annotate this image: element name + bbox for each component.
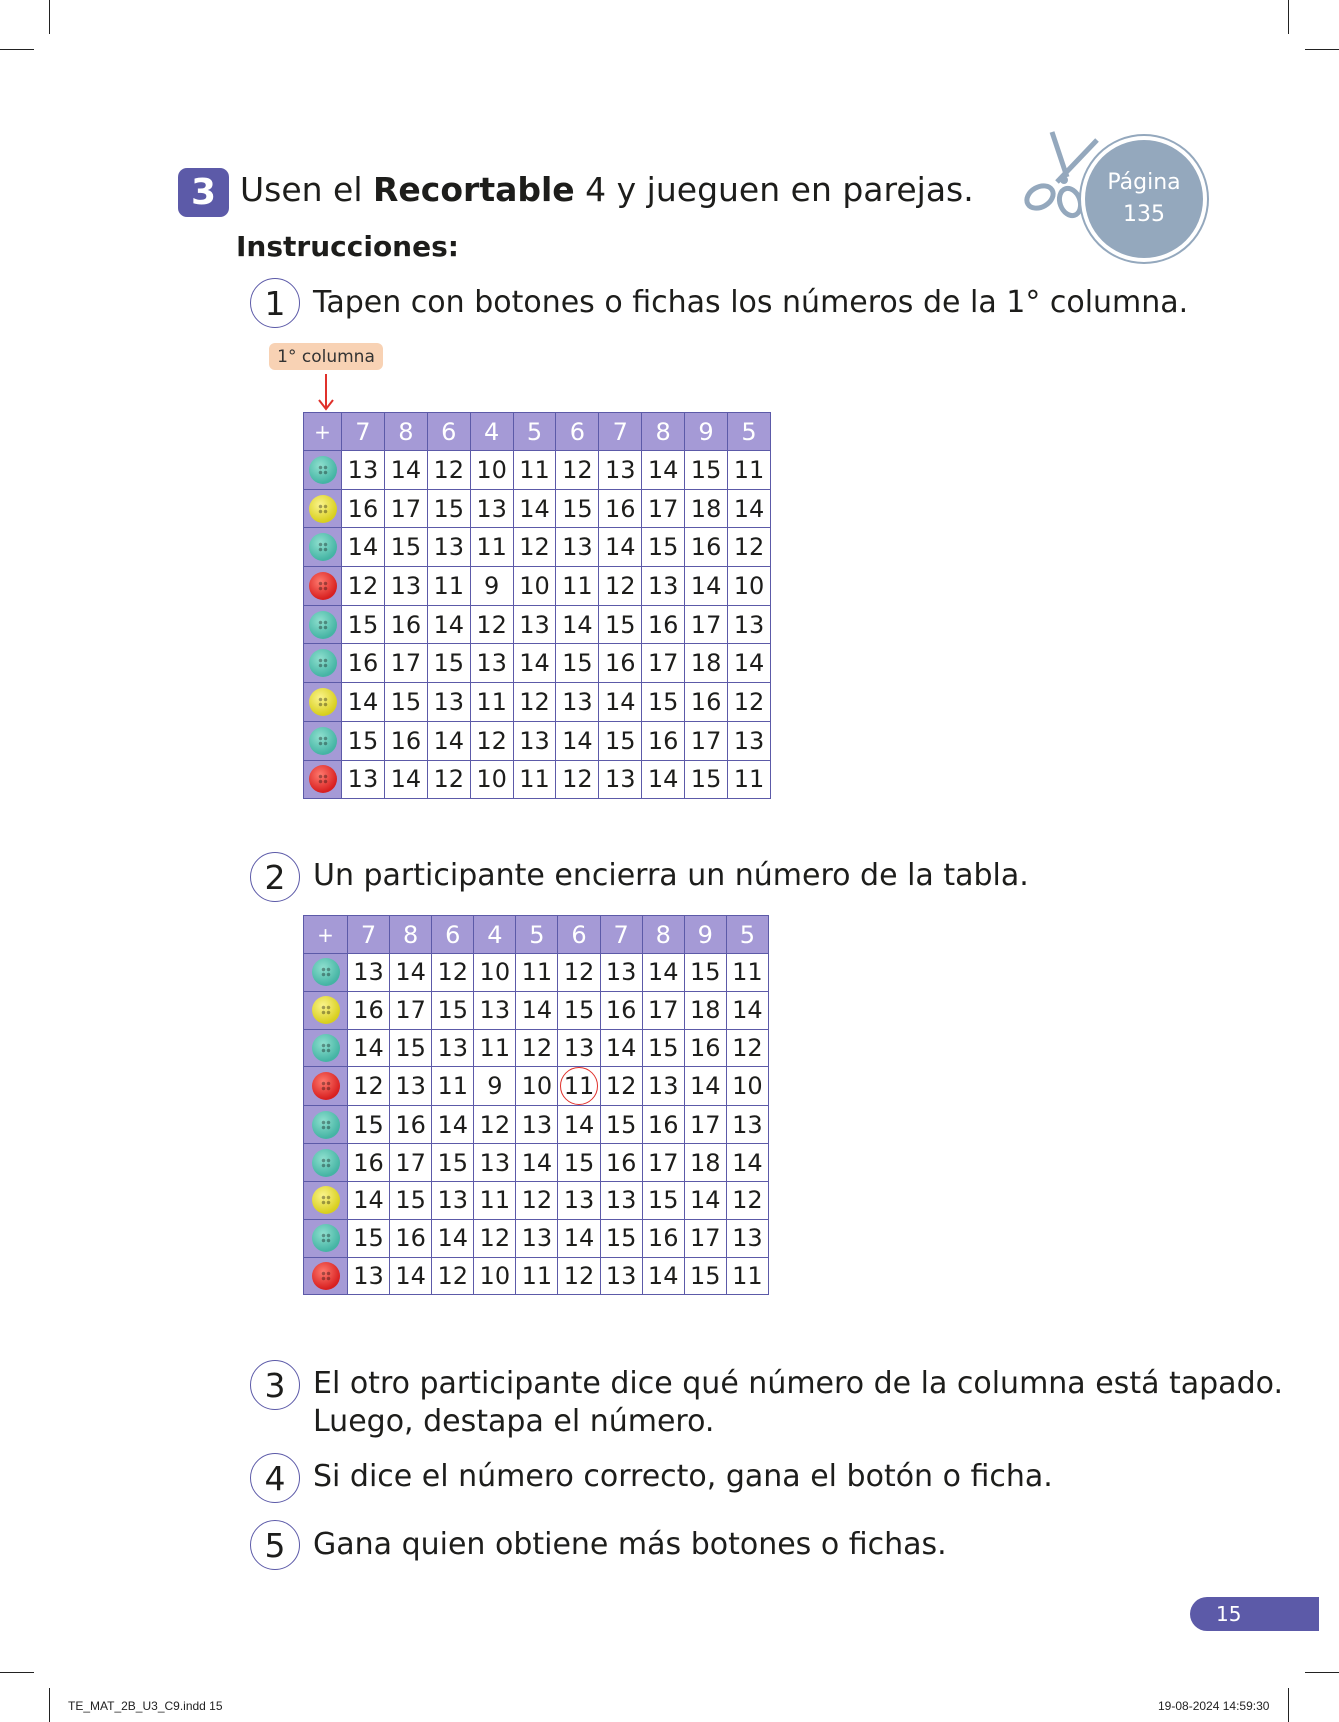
table-row xyxy=(304,528,771,567)
table-cell: 13 xyxy=(432,1029,474,1067)
crop-mark xyxy=(1288,0,1289,34)
table-cell: 9 xyxy=(474,1067,516,1106)
table-cell: 15 xyxy=(427,644,470,683)
table-cell: 15 xyxy=(599,605,642,644)
button-cell xyxy=(304,991,348,1029)
yellow-button-icon xyxy=(309,495,337,523)
table-cell: 12 xyxy=(474,1219,516,1257)
table-cell: 10 xyxy=(470,760,513,799)
header-cell: 7 xyxy=(348,916,390,954)
button-cell xyxy=(304,721,342,760)
table-cell: 14 xyxy=(384,760,427,799)
table-cell: 11 xyxy=(728,451,771,490)
crop-mark xyxy=(49,1688,50,1722)
table-cell: 12 xyxy=(556,760,599,799)
header-cell: 9 xyxy=(684,916,726,954)
table-cell: 15 xyxy=(642,1181,684,1219)
table-cell: 12 xyxy=(600,1067,642,1106)
header-cell: 7 xyxy=(599,413,642,451)
table-cell: 18 xyxy=(684,991,726,1029)
table-cell: 15 xyxy=(600,1106,642,1144)
table-cell: 15 xyxy=(556,644,599,683)
button-cell xyxy=(304,528,342,567)
table-cell: 13 xyxy=(558,1029,600,1067)
table-cell: 16 xyxy=(685,528,728,567)
header-cell: 5 xyxy=(516,916,558,954)
table-row xyxy=(304,1106,769,1144)
table-cell: 13 xyxy=(427,528,470,567)
table-cell: 16 xyxy=(600,1144,642,1182)
table-row xyxy=(304,1067,769,1106)
table-cell: 13 xyxy=(556,683,599,722)
table-cell: 15 xyxy=(342,605,385,644)
table-cell: 14 xyxy=(516,991,558,1029)
table-cell: 16 xyxy=(684,1029,726,1067)
table-cell: 14 xyxy=(726,1144,768,1182)
table-cell: 14 xyxy=(685,567,728,606)
table-cell: 15 xyxy=(642,1029,684,1067)
header-cell: 5 xyxy=(728,413,771,451)
table-cell: 11 xyxy=(726,1257,768,1295)
table-cell: 15 xyxy=(558,991,600,1029)
table-cell: 14 xyxy=(432,1219,474,1257)
table-cell: 14 xyxy=(556,605,599,644)
header-cell: 6 xyxy=(427,413,470,451)
table-cell: 13 xyxy=(558,1181,600,1219)
circled-number: 11 xyxy=(560,1067,598,1105)
table-cell: 14 xyxy=(600,1029,642,1067)
table-cell: 10 xyxy=(474,1257,516,1295)
table-cell: 15 xyxy=(384,528,427,567)
table-cell: 15 xyxy=(390,1181,432,1219)
table-cell: 14 xyxy=(599,683,642,722)
table-cell: 13 xyxy=(470,644,513,683)
table-cell: 13 xyxy=(642,1067,684,1106)
table-cell: 16 xyxy=(642,1219,684,1257)
table-row xyxy=(304,451,771,490)
table-cell: 16 xyxy=(600,991,642,1029)
table-cell: 15 xyxy=(348,1106,390,1144)
table-cell: 13 xyxy=(513,721,556,760)
step-1-number: 1 xyxy=(250,278,300,328)
header-cell: 5 xyxy=(513,413,556,451)
table-header-row xyxy=(304,413,771,451)
table-row xyxy=(304,1219,769,1257)
table-cell: 14 xyxy=(558,1219,600,1257)
table-cell: 16 xyxy=(642,721,685,760)
table-cell: 16 xyxy=(642,605,685,644)
header-cell: 8 xyxy=(390,916,432,954)
table-cell: 13 xyxy=(474,991,516,1029)
table-cell: 11 xyxy=(513,451,556,490)
table-cell: 16 xyxy=(348,991,390,1029)
table-cell: 14 xyxy=(348,1029,390,1067)
header-cell: 8 xyxy=(642,916,684,954)
crop-mark xyxy=(1305,49,1339,50)
table-cell: 14 xyxy=(728,644,771,683)
table-cell: 12 xyxy=(427,451,470,490)
header-cell: 7 xyxy=(600,916,642,954)
table-cell: 14 xyxy=(726,991,768,1029)
red-button-icon xyxy=(309,765,337,793)
table-cell: 14 xyxy=(427,605,470,644)
table-row xyxy=(304,721,771,760)
table-cell: 12 xyxy=(556,451,599,490)
table-cell: 11 xyxy=(513,760,556,799)
table-cell: 16 xyxy=(384,721,427,760)
table-cell: 12 xyxy=(558,1257,600,1295)
table-cell: 14 xyxy=(728,489,771,528)
table-cell: 10 xyxy=(513,567,556,606)
table-cell: 17 xyxy=(642,1144,684,1182)
crop-mark xyxy=(1305,1672,1339,1673)
table-cell: 16 xyxy=(599,644,642,683)
table-row xyxy=(304,1181,769,1219)
table-cell: 15 xyxy=(684,1257,726,1295)
table-cell: 16 xyxy=(685,683,728,722)
table-cell: 14 xyxy=(390,954,432,992)
button-cell xyxy=(304,451,342,490)
teal-button-icon xyxy=(312,1224,340,1252)
table-cell: 12 xyxy=(728,683,771,722)
table-cell: 13 xyxy=(470,489,513,528)
table-cell: 13 xyxy=(600,1181,642,1219)
table-cell: 12 xyxy=(516,1029,558,1067)
step-5-number: 5 xyxy=(250,1520,300,1570)
table-cell: 13 xyxy=(728,605,771,644)
table-cell: 15 xyxy=(432,1144,474,1182)
header-cell: 8 xyxy=(384,413,427,451)
header-cell: 4 xyxy=(474,916,516,954)
table-cell: 13 xyxy=(348,954,390,992)
table-cell: 11 xyxy=(432,1067,474,1106)
crop-mark xyxy=(1288,1688,1289,1722)
footer-timestamp: 19-08-2024 14:59:30 xyxy=(1158,1699,1270,1713)
table-cell: 12 xyxy=(726,1029,768,1067)
table-cell: 15 xyxy=(642,528,685,567)
table-cell: 13 xyxy=(342,760,385,799)
table-cell: 12 xyxy=(348,1067,390,1106)
table-cell: 12 xyxy=(513,683,556,722)
table-cell: 16 xyxy=(390,1106,432,1144)
table-cell: 12 xyxy=(432,954,474,992)
table-cell: 13 xyxy=(642,567,685,606)
table-row xyxy=(304,605,771,644)
button-cell xyxy=(304,1257,348,1295)
table-cell: 13 xyxy=(427,683,470,722)
teal-button-icon xyxy=(309,727,337,755)
teal-button-icon xyxy=(312,958,340,986)
table-cell: 17 xyxy=(642,489,685,528)
crop-mark xyxy=(49,0,50,34)
table-cell: 11 xyxy=(556,567,599,606)
teal-button-icon xyxy=(312,1034,340,1062)
table-cell: 9 xyxy=(470,567,513,606)
header-cell: 7 xyxy=(342,413,385,451)
red-button-icon xyxy=(309,572,337,600)
table-cell: 10 xyxy=(728,567,771,606)
table-cell: 14 xyxy=(516,1144,558,1182)
table-cell xyxy=(558,1067,600,1106)
step-3-text-line2: Luego, destapa el número. xyxy=(313,1404,715,1439)
table-cell: 12 xyxy=(728,528,771,567)
button-cell xyxy=(304,567,342,606)
table-cell: 14 xyxy=(642,760,685,799)
table-cell: 18 xyxy=(685,644,728,683)
crop-mark xyxy=(0,1672,34,1673)
teal-button-icon xyxy=(312,1111,340,1139)
red-button-icon xyxy=(312,1262,340,1290)
activity-title-pre: Usen el xyxy=(240,170,374,209)
table-cell: 14 xyxy=(342,528,385,567)
table-cell: 15 xyxy=(390,1029,432,1067)
button-cell xyxy=(304,1029,348,1067)
table-cell: 14 xyxy=(384,451,427,490)
table-cell: 12 xyxy=(474,1106,516,1144)
table-cell: 14 xyxy=(684,1181,726,1219)
teal-button-icon xyxy=(309,533,337,561)
button-cell xyxy=(304,1106,348,1144)
button-cell xyxy=(304,954,348,992)
step-3-number: 3 xyxy=(250,1360,300,1410)
table-row xyxy=(304,644,771,683)
table-cell: 17 xyxy=(685,605,728,644)
table-cell: 14 xyxy=(342,683,385,722)
table-cell: 13 xyxy=(599,760,642,799)
table-cell: 13 xyxy=(432,1181,474,1219)
table-cell: 13 xyxy=(600,1257,642,1295)
table-cell: 13 xyxy=(556,528,599,567)
step-5-text: Gana quien obtiene más botones o fichas. xyxy=(313,1527,947,1562)
table-cell: 15 xyxy=(556,489,599,528)
table-cell: 11 xyxy=(726,954,768,992)
yellow-button-icon xyxy=(312,996,340,1024)
addition-table-2 xyxy=(303,915,769,1295)
table-cell: 17 xyxy=(390,991,432,1029)
table-cell: 17 xyxy=(684,1106,726,1144)
table-cell: 11 xyxy=(470,683,513,722)
table-cell: 11 xyxy=(516,954,558,992)
table-cell: 15 xyxy=(432,991,474,1029)
table-cell: 14 xyxy=(390,1257,432,1295)
step-1-text: Tapen con botones o fichas los números de la 1° columna. xyxy=(313,285,1189,320)
table-cell: 15 xyxy=(348,1219,390,1257)
table-cell: 12 xyxy=(558,954,600,992)
table-cell: 17 xyxy=(390,1144,432,1182)
table-cell: 12 xyxy=(432,1257,474,1295)
table-cell: 14 xyxy=(513,644,556,683)
table-row xyxy=(304,760,771,799)
step-4-text: Si dice el número correcto, gana el botón o ficha. xyxy=(313,1459,1053,1494)
table-cell: 13 xyxy=(726,1106,768,1144)
table-cell: 13 xyxy=(513,605,556,644)
teal-button-icon xyxy=(309,611,337,639)
down-arrow-icon xyxy=(316,372,336,412)
table-cell: 14 xyxy=(684,1067,726,1106)
table-cell: 12 xyxy=(516,1181,558,1219)
header-cell: 5 xyxy=(726,916,768,954)
header-cell: 8 xyxy=(642,413,685,451)
table-cell: 16 xyxy=(342,644,385,683)
table-row xyxy=(304,954,769,992)
table-cell: 11 xyxy=(728,760,771,799)
table-cell: 12 xyxy=(726,1181,768,1219)
table-cell: 14 xyxy=(558,1106,600,1144)
table-cell: 14 xyxy=(556,721,599,760)
table-cell: 10 xyxy=(726,1067,768,1106)
button-cell xyxy=(304,605,342,644)
table-cell: 14 xyxy=(432,1106,474,1144)
instructions-heading: Instrucciones: xyxy=(236,230,459,263)
teal-button-icon xyxy=(309,456,337,484)
header-cell: 4 xyxy=(470,413,513,451)
button-cell xyxy=(304,1144,348,1182)
table-cell: 10 xyxy=(470,451,513,490)
table-cell: 14 xyxy=(348,1181,390,1219)
table-cell: 14 xyxy=(513,489,556,528)
table-cell: 15 xyxy=(684,954,726,992)
table-cell: 15 xyxy=(342,721,385,760)
step-4-number: 4 xyxy=(250,1453,300,1503)
table-row xyxy=(304,991,769,1029)
table-cell: 16 xyxy=(384,605,427,644)
table-cell: 13 xyxy=(600,954,642,992)
table-cell: 15 xyxy=(384,683,427,722)
table-cell: 16 xyxy=(390,1219,432,1257)
table-cell: 14 xyxy=(427,721,470,760)
table-cell: 15 xyxy=(427,489,470,528)
red-button-icon xyxy=(312,1072,340,1100)
table-cell: 15 xyxy=(558,1144,600,1182)
button-cell xyxy=(304,1067,348,1106)
teal-button-icon xyxy=(309,649,337,677)
table-cell: 15 xyxy=(600,1219,642,1257)
button-cell xyxy=(304,644,342,683)
table-row xyxy=(304,1144,769,1182)
table-cell: 16 xyxy=(599,489,642,528)
plus-sign-cell: + xyxy=(304,413,342,451)
table-row xyxy=(304,683,771,722)
table-cell: 17 xyxy=(642,644,685,683)
table-cell: 15 xyxy=(685,451,728,490)
table-cell: 15 xyxy=(685,760,728,799)
table-cell: 17 xyxy=(384,489,427,528)
table-cell: 14 xyxy=(642,1257,684,1295)
table-cell: 14 xyxy=(642,451,685,490)
table-cell: 11 xyxy=(516,1257,558,1295)
table-cell: 12 xyxy=(513,528,556,567)
table-cell: 13 xyxy=(516,1219,558,1257)
yellow-button-icon xyxy=(312,1186,340,1214)
table-cell: 10 xyxy=(474,954,516,992)
activity-number-badge: 3 xyxy=(178,168,229,217)
table-cell: 12 xyxy=(342,567,385,606)
table-cell: 17 xyxy=(384,644,427,683)
page-number: 15 xyxy=(1190,1597,1319,1631)
table-cell: 13 xyxy=(728,721,771,760)
table-cell: 11 xyxy=(470,528,513,567)
page-reference-badge xyxy=(1085,140,1203,258)
table-cell: 18 xyxy=(684,1144,726,1182)
header-cell: 6 xyxy=(558,916,600,954)
table-cell: 12 xyxy=(470,605,513,644)
step-2-number: 2 xyxy=(250,852,300,902)
table-cell: 16 xyxy=(342,489,385,528)
page-reference-number: 135 xyxy=(1123,202,1165,227)
table-header-row xyxy=(304,916,769,954)
header-cell: 6 xyxy=(432,916,474,954)
table-cell: 13 xyxy=(726,1219,768,1257)
table-cell: 13 xyxy=(390,1067,432,1106)
button-cell xyxy=(304,1219,348,1257)
table-cell: 10 xyxy=(516,1067,558,1106)
page-reference-label: Página xyxy=(1107,170,1181,195)
table-cell: 16 xyxy=(642,1106,684,1144)
yellow-button-icon xyxy=(309,688,337,716)
table-cell: 14 xyxy=(642,954,684,992)
table-row xyxy=(304,489,771,528)
step-3-text-line1: El otro participante dice qué número de la columna está tapado. xyxy=(313,1366,1283,1401)
footer-file: TE_MAT_2B_U3_C9.indd 15 xyxy=(68,1699,223,1713)
crop-mark xyxy=(0,49,34,50)
button-cell xyxy=(304,760,342,799)
table-cell: 13 xyxy=(474,1144,516,1182)
step-2-text: Un participante encierra un número de la tabla. xyxy=(313,858,1029,893)
table-row xyxy=(304,567,771,606)
table-cell: 17 xyxy=(684,1219,726,1257)
table-cell: 15 xyxy=(599,721,642,760)
table-cell: 13 xyxy=(516,1106,558,1144)
table-cell: 11 xyxy=(474,1181,516,1219)
header-cell: 9 xyxy=(685,413,728,451)
table-cell: 14 xyxy=(599,528,642,567)
button-cell xyxy=(304,1181,348,1219)
plus-sign-cell: + xyxy=(304,916,348,954)
teal-button-icon xyxy=(312,1149,340,1177)
table-cell: 12 xyxy=(470,721,513,760)
button-cell xyxy=(304,683,342,722)
activity-title-bold: Recortable xyxy=(373,170,575,209)
table-row xyxy=(304,1029,769,1067)
table-cell: 17 xyxy=(642,991,684,1029)
addition-table-1 xyxy=(303,412,771,799)
table-cell: 13 xyxy=(599,451,642,490)
table-cell: 12 xyxy=(599,567,642,606)
table-cell: 12 xyxy=(427,760,470,799)
activity-title-post: 4 y jueguen en parejas. xyxy=(574,170,974,209)
header-cell: 6 xyxy=(556,413,599,451)
table-cell: 16 xyxy=(348,1144,390,1182)
table-cell: 13 xyxy=(342,451,385,490)
table-row xyxy=(304,1257,769,1295)
column-label: 1° columna xyxy=(269,343,383,370)
table-cell: 15 xyxy=(642,683,685,722)
activity-title xyxy=(240,170,974,209)
table-cell: 17 xyxy=(685,721,728,760)
table-cell: 11 xyxy=(474,1029,516,1067)
table-cell: 18 xyxy=(685,489,728,528)
button-cell xyxy=(304,489,342,528)
table-cell: 13 xyxy=(384,567,427,606)
table-cell: 11 xyxy=(427,567,470,606)
table-cell: 13 xyxy=(348,1257,390,1295)
